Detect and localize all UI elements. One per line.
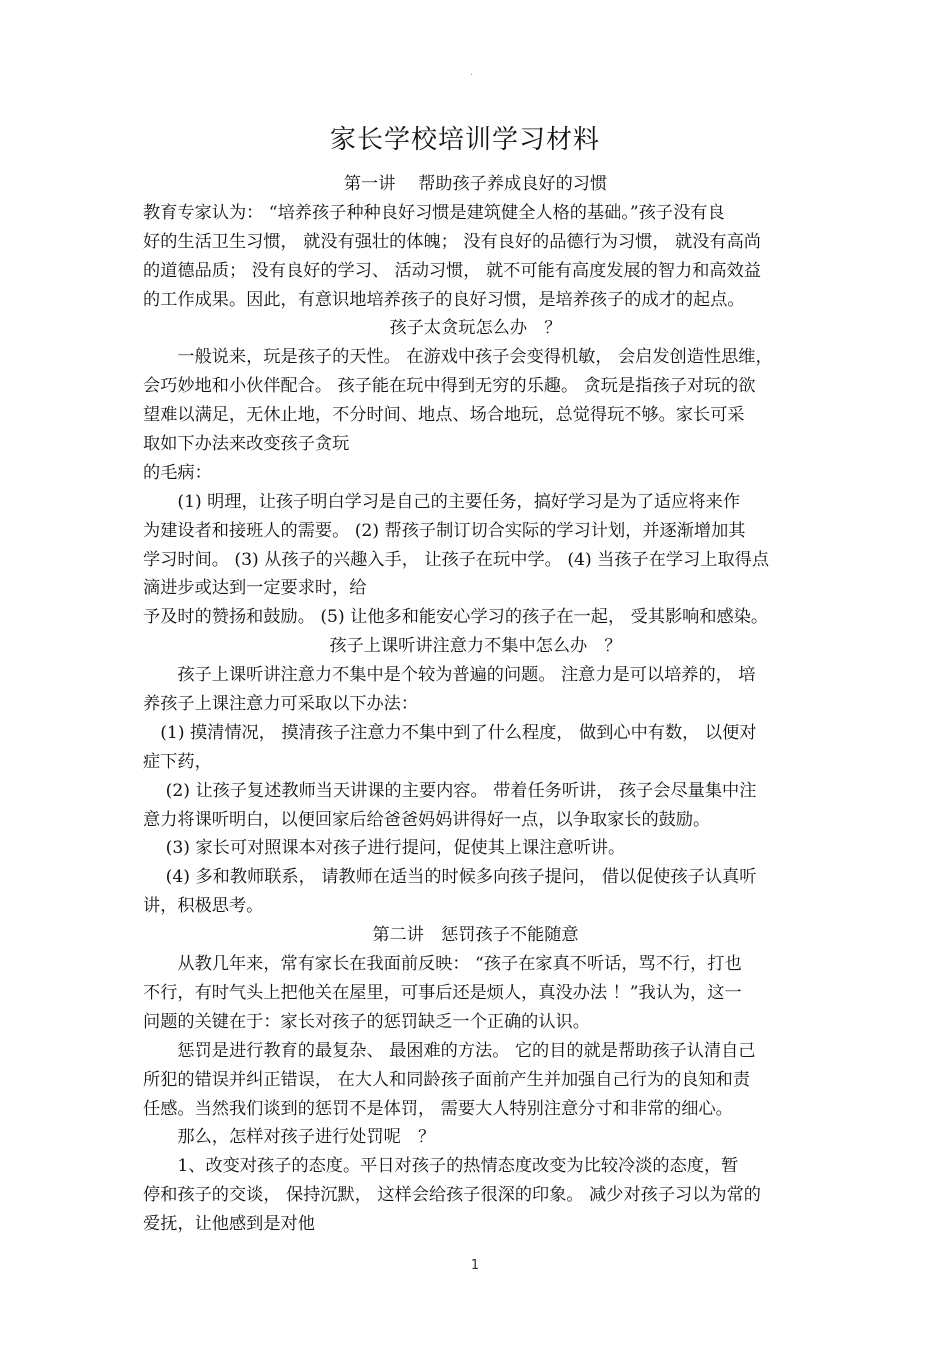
text-line: 的道德品质； 没有良好的学习、 活动习惯， 就不可能有高度发展的智力和高效益 bbox=[143, 260, 761, 281]
text-line: 为建设者和接班人的需要。 (2) 帮孩子制订切合实际的学习计划，并逐渐增加其 bbox=[143, 520, 746, 541]
text-line: 孩子上课听讲注意力不集中是个较为普遍的问题。 注意力是可以培养的， 培 bbox=[143, 665, 756, 686]
text-line: 停和孩子的交谈， 保持沉默， 这样会给孩子很深的印象。 减少对孩子习以为常的 bbox=[143, 1185, 761, 1206]
section-heading: 孩子太贪玩怎么办 ？ bbox=[389, 318, 562, 339]
text-line: 症下药， bbox=[143, 751, 212, 772]
section-heading: 孩子上课听讲注意力不集中怎么办 ？ bbox=[329, 636, 622, 657]
page-number: 1 bbox=[470, 1258, 480, 1273]
text-line: 的毛病： bbox=[143, 462, 212, 483]
text-line: 养孩子上课注意力可采取以下办法： bbox=[143, 694, 419, 715]
page-title: 家长学校培训学习材料 bbox=[329, 125, 600, 155]
text-line: 从教几年来，常有家长在我面前反映： “孩子在家真不听话，骂不行，打也 bbox=[143, 954, 742, 975]
text-line: 学习时间。 (3) 从孩子的兴趣入手， 让孩子在玩中学。 (4) 当孩子在学习上取得点 bbox=[143, 549, 770, 570]
text-line: 问题的关键在于：家长对孩子的惩罚缺乏一个正确的认识。 bbox=[143, 1011, 590, 1032]
text-line: 一般说来，玩是孩子的天性。 在游戏中孩子会变得机敏， 会启发创造性思维， bbox=[143, 347, 773, 368]
text-line: (4) 多和教师联系， 请教师在适当的时候多向孩子提问， 借以促使孩子认真听 bbox=[143, 867, 757, 888]
top-dot-mark: · bbox=[470, 70, 474, 81]
text-line: (2) 让孩子复述教师当天讲课的主要内容。 带着任务听讲， 孩子会尽量集中注 bbox=[143, 780, 757, 801]
text-line: 予及时的赞扬和鼓励。 (5) 让他多和能安心学习的孩子在一起， 受其影响和感染。 bbox=[143, 607, 769, 628]
text-line: 教育专家认为： “培养孩子种种良好习惯是建筑健全人格的基础。”孩子没有良 bbox=[143, 202, 725, 223]
text-line: 那么，怎样对孩子进行处罚呢 ？ bbox=[143, 1127, 436, 1148]
text-line: 好的生活卫生习惯， 就没有强壮的体魄； 没有良好的品德行为习惯， 就没有高尚 bbox=[143, 231, 761, 252]
text-line: 滴进步或达到一定要求时，给 bbox=[143, 578, 367, 599]
section-heading: 第二讲 惩罚孩子不能随意 bbox=[372, 925, 579, 946]
document-body bbox=[143, 170, 808, 1239]
text-line: (3) 家长可对照课本对孩子进行提问，促使其上课注意听讲。 bbox=[143, 838, 626, 859]
text-line: 望难以满足，无休止地，不分时间、地点、场合地玩，总觉得玩不够。家长可采 bbox=[143, 405, 745, 426]
text-line: 意力将课听明白，以便回家后给爸爸妈妈讲得好一点，以争取家长的鼓励。 bbox=[143, 809, 711, 830]
text-line: (1) 摸清情况， 摸清孩子注意力不集中到了什么程度， 做到心中有数， 以便对 bbox=[143, 722, 757, 743]
section-heading: 第一讲 帮助孩子养成良好的习惯 bbox=[343, 174, 608, 194]
text-line: 1、改变对孩子的态度。平日对孩子的热情态度改变为比较冷淡的态度，暂 bbox=[143, 1156, 739, 1177]
text-line: 会巧妙地和小伙伴配合。 孩子能在玩中得到无穷的乐趣。 贪玩是指孩子对玩的欲 bbox=[143, 376, 756, 397]
text-line: 不行，有时气头上把他关在屋里，可事后还是烦人，真没办法 ！”我认为，这一 bbox=[143, 982, 742, 1003]
text-line: 所犯的错误并纠正错误， 在大人和同龄孩子面前产生并加强自己行为的良知和责 bbox=[143, 1069, 751, 1090]
text-line: 讲，积极思考。 bbox=[143, 896, 264, 917]
text-line: 的工作成果。因此，有意识地培养孩子的良好习惯，是培养孩子的成才的起点。 bbox=[143, 289, 745, 310]
text-line: 取如下办法来改变孩子贪玩 bbox=[143, 434, 350, 455]
text-line: (1) 明理，让孩子明白学习是自己的主要任务，搞好学习是为了适应将来作 bbox=[143, 491, 741, 512]
text-line: 爱抚，让他感到是对他 bbox=[143, 1214, 315, 1235]
text-line: 惩罚是进行教育的最复杂、 最困难的方法。 它的目的就是帮助孩子认清自己 bbox=[143, 1040, 756, 1061]
text-line: 任感。当然我们谈到的惩罚不是体罚， 需要大人特别注意分寸和非常的细心。 bbox=[143, 1098, 733, 1119]
